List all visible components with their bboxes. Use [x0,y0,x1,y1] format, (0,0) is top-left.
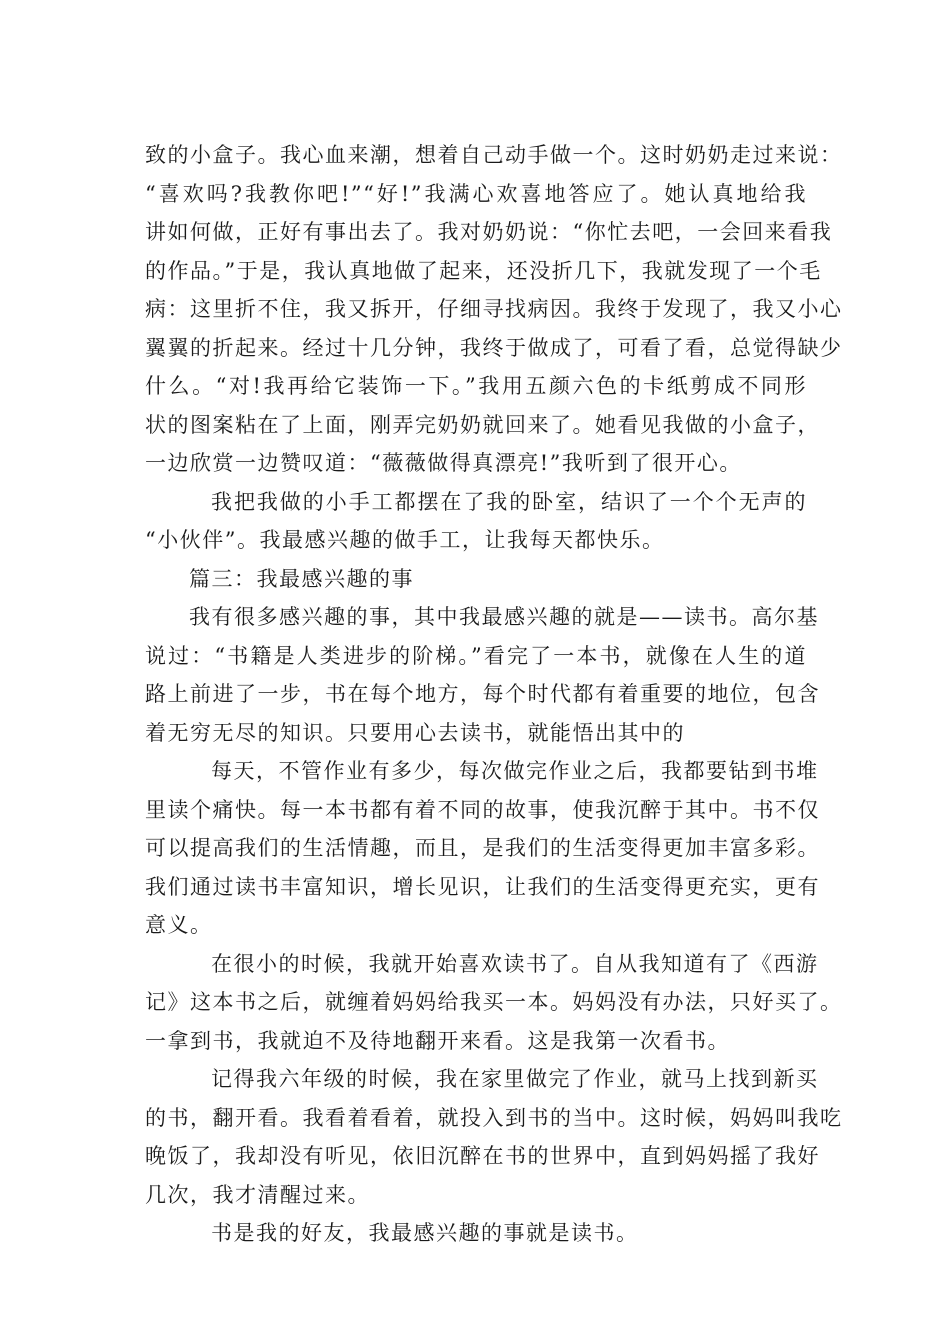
text-line: 几次，我才清醒过来。 [145,1182,370,1207]
text-line: 致的小盒子。我心血来潮，想着自己动手做一个。这时奶奶走过来说： [145,143,843,167]
text-line: 的书，翻开看。我看着看着，就投入到书的当中。这时候，妈妈叫我吃 [145,1105,843,1130]
paragraph-start-line: 在很小的时候，我就开始喜欢读书了。自从我知道有了《西游 [211,951,819,976]
section-heading: 篇三：我最感兴趣的事 [189,566,414,591]
document-body [145,136,843,1253]
text-line: 一拿到书，我就迫不及待地翻开来看。这是我第一次看书。 [145,1028,730,1053]
text-line: 翼翼的折起来。经过十几分钟，我终于做成了，可看了看，总觉得缺少 [145,335,843,360]
text-line: 状的图案粘在了上面，刚弄完奶奶就回来了。她看见我做的小盒子， [145,412,820,437]
text-line: 意义。 [145,913,213,937]
paragraph-start-line: 我把我做的小手工都摆在了我的卧室，结识了一个个无声的 [211,489,807,514]
text-line: 一边欣赏一边赞叹道：“薇薇做得真漂亮!”我听到了很开心。 [145,451,742,475]
paragraph-start-line: 书是我的好友，我最感兴趣的事就是读书。 [211,1221,639,1245]
text-line: 的作品。”于是，我认真地做了起来，还没折几下，我就发现了一个毛 [145,258,822,283]
text-line: 我们通过读书丰富知识，增长见识，让我们的生活变得更充实，更有 [145,874,820,899]
text-line: 说过：“书籍是人类进步的阶梯。”看完了一本书，就像在人生的道 [145,643,807,668]
text-line: 什么。“对!我再给它装饰一下。”我用五颜六色的卡纸剪成不同形 [145,374,807,398]
text-line: 可以提高我们的生活情趣，而且，是我们的生活变得更加丰富多彩。 [145,836,820,860]
text-line: 病：这里折不住，我又拆开，仔细寻找病因。我终于发现了，我又小心 [145,297,843,321]
text-line: 路上前进了一步，书在每个地方，每个时代都有着重要的地位，包含 [145,682,820,706]
text-line: 晚饭了，我却没有听见，依旧沉醉在书的世界中，直到妈妈摇了我好 [145,1144,820,1168]
text-line: 记》这本书之后，就缠着妈妈给我买一本。妈妈没有办法，只好买了。 [145,990,843,1014]
paragraph-start-line: 我有很多感兴趣的事，其中我最感兴趣的就是——读书。高尔基 [189,605,819,629]
text-line: “小伙伴”。我最感兴趣的做手工，让我每天都快乐。 [145,528,665,552]
paragraph-start-line: 记得我六年级的时候，我在家里做完了作业，就马上找到新买 [211,1067,819,1091]
text-line: 讲如何做，正好有事出去了。我对奶奶说：“你忙去吧，一会回来看我 [145,220,833,244]
text-line: 着无穷无尽的知识。只要用心去读书，就能悟出其中的 [145,720,685,745]
text-line: “喜欢吗?我教你吧!”“好!”我满心欢喜地答应了。她认真地给我 [145,181,807,206]
paragraph-start-line: 每天，不管作业有多少，每次做完作业之后，我都要钻到书堆 [211,759,819,783]
text-line: 里读个痛快。每一本书都有着不同的故事，使我沉醉于其中。书不仅 [145,797,820,822]
